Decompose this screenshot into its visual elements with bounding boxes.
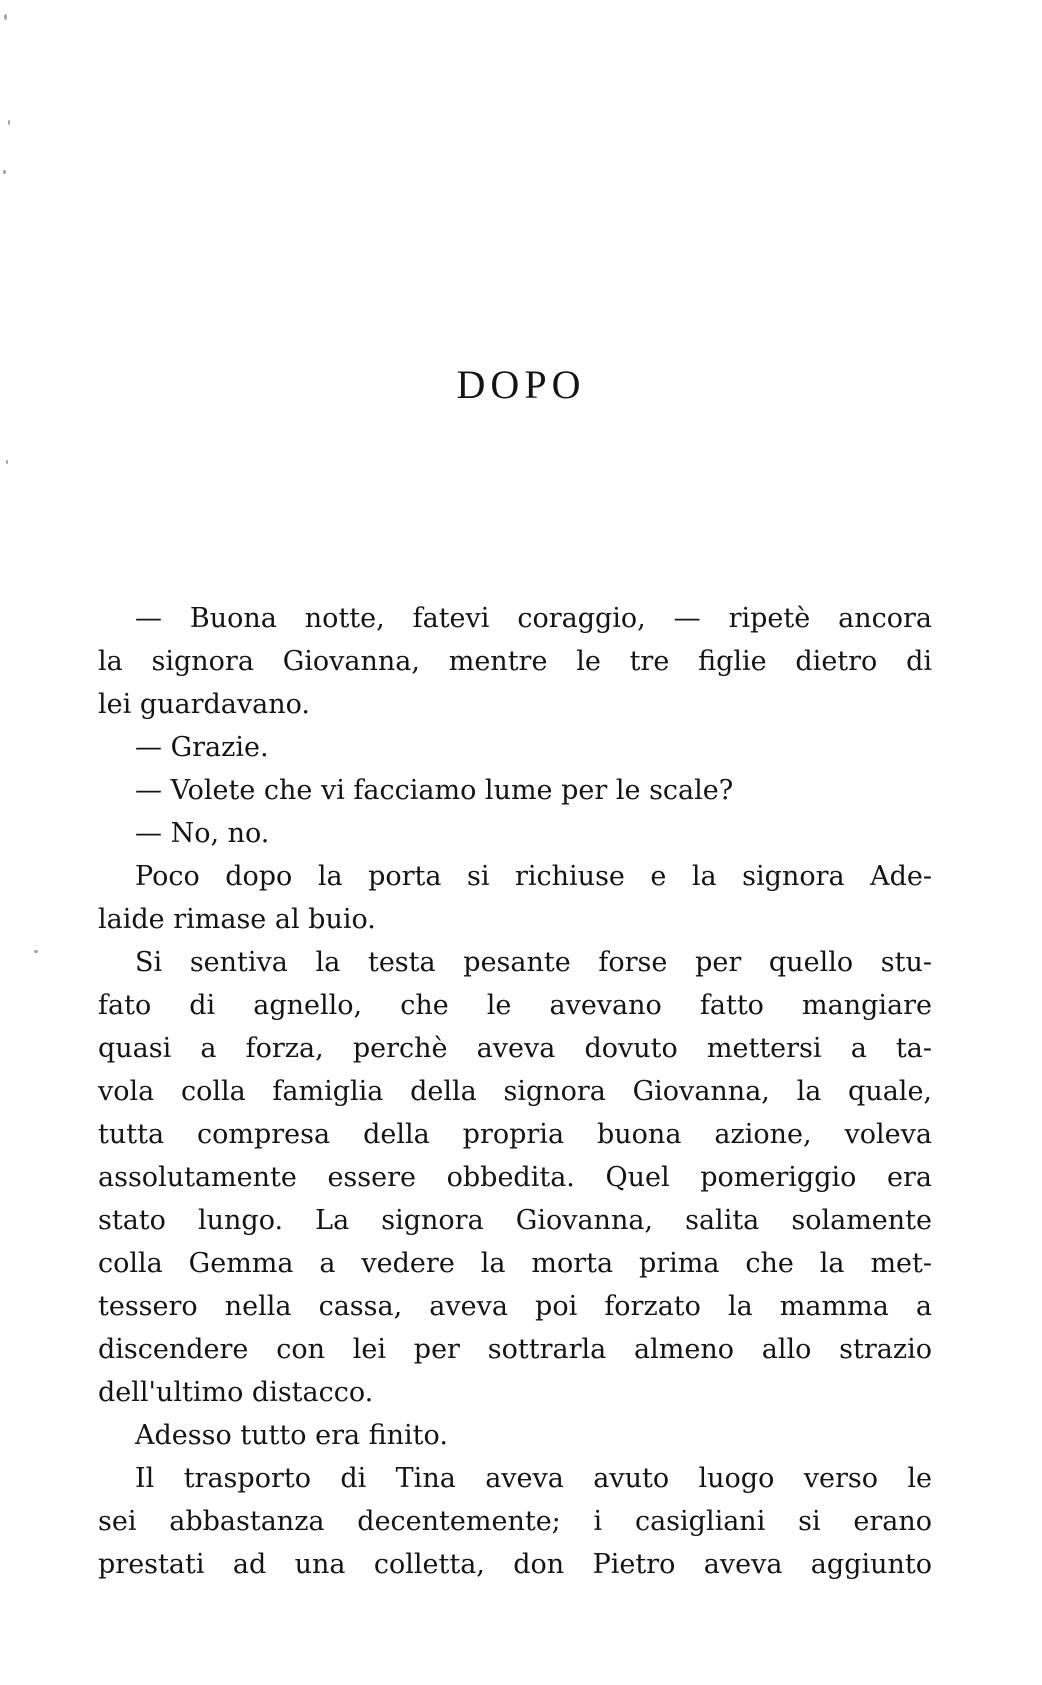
text-line: tessero nella cassa, aveva poi forzato la mamma a: [98, 1291, 932, 1322]
text-line: sei abbastanza decentemente; i casigliani si erano: [98, 1506, 932, 1537]
text-line: colla Gemma a vedere la morta prima che la met-: [98, 1248, 932, 1279]
scan-speck: [3, 170, 6, 174]
text-line: stato lungo. La signora Giovanna, salita solamente: [98, 1205, 932, 1236]
text-line: Il trasporto di Tina aveva avuto luogo verso le: [135, 1463, 932, 1494]
text-line: laide rimase al buio.: [98, 904, 376, 935]
text-line: prestati ad una colletta, don Pietro aveva aggiunto: [98, 1549, 932, 1580]
text-line: — Volete che vi facciamo lume per le scale?: [135, 775, 734, 806]
text-line: — No, no.: [135, 818, 270, 849]
scan-speck: [34, 950, 38, 953]
text-line: Si sentiva la testa pesante forse per quello stu-: [135, 947, 932, 978]
text-line: dell'ultimo distacco.: [98, 1377, 374, 1408]
text-line: assolutamente essere obbedita. Quel pomeriggio era: [98, 1162, 932, 1193]
text-line: lei guardavano.: [98, 689, 310, 720]
text-line: la signora Giovanna, mentre le tre figlie dietro di: [98, 646, 932, 677]
text-line: fato di agnello, che le avevano fatto mangiare: [98, 990, 932, 1021]
text-line: — Grazie.: [135, 732, 269, 763]
text-line: tutta compresa della propria buona azione, voleva: [98, 1119, 932, 1150]
scan-speck: [6, 460, 8, 464]
text-line: discendere con lei per sottrarla almeno allo strazio: [98, 1334, 932, 1365]
text-line: — Buona notte, fatevi coraggio, — ripetè ancora: [135, 603, 932, 634]
text-line: vola colla famiglia della signora Giovanna, la quale,: [98, 1076, 932, 1107]
text-line: Adesso tutto era finito.: [135, 1420, 448, 1451]
scan-speck: [8, 120, 10, 125]
scan-speck: [4, 14, 7, 20]
chapter-body: [98, 597, 932, 1586]
text-line: quasi a forza, perchè aveva dovuto mettersi a ta-: [98, 1033, 932, 1064]
chapter-title: DOPO: [456, 362, 586, 407]
text-line: Poco dopo la porta si richiuse e la signora Ade-: [135, 861, 932, 892]
